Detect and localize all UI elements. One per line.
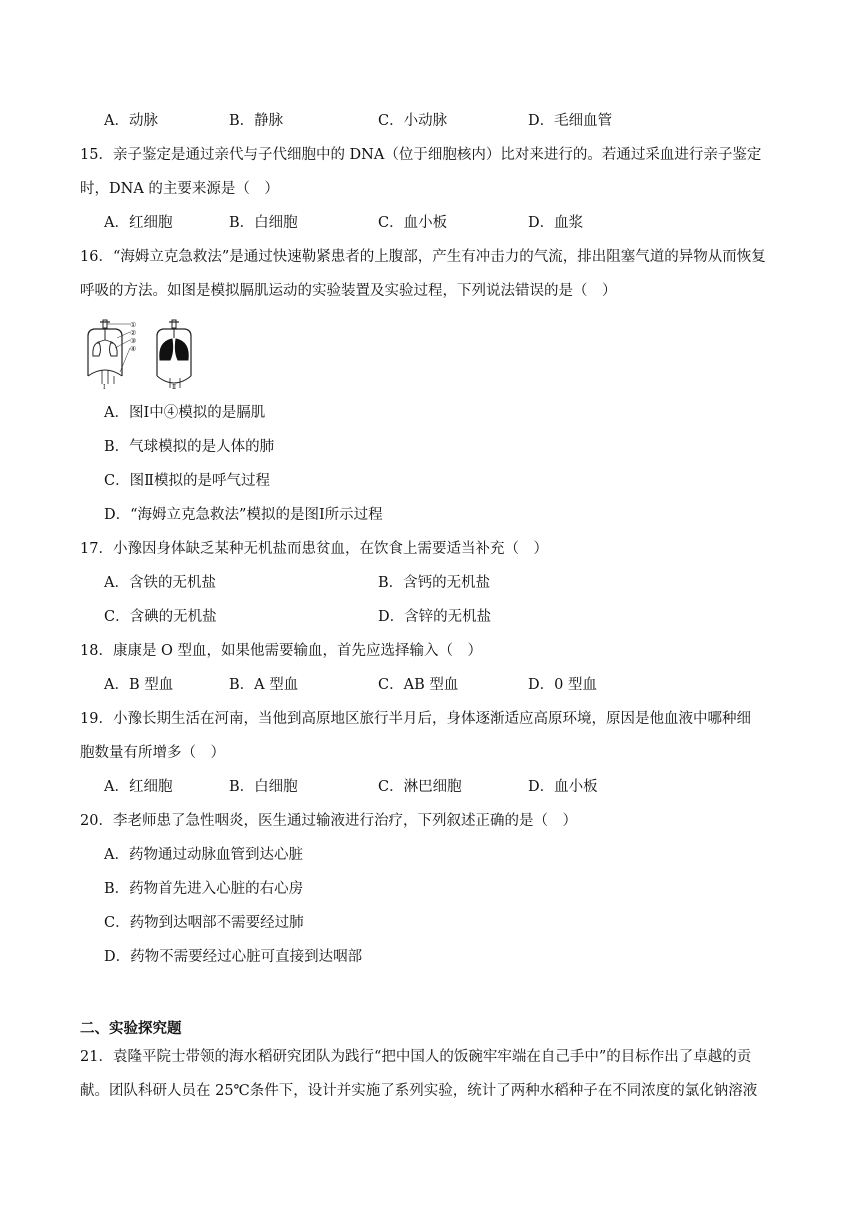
q19-option-d: D．血小板 xyxy=(528,779,598,795)
figure-label-4: ④ xyxy=(130,345,137,353)
q17-option-c: C．含碘的无机盐 xyxy=(104,609,217,625)
q14-option-b: B．静脉 xyxy=(229,113,284,129)
q18-option-a: A．B 型血 xyxy=(104,677,174,693)
q14-option-d: D．毛细血管 xyxy=(528,113,613,129)
section-heading: 二、实验探究题 xyxy=(80,1020,182,1037)
q19-stem-line1: 19．小豫长期生活在河南，当他到高原地区旅行半月后，身体逐渐适应高原环境，原因是他血液中哪种细 xyxy=(80,711,751,727)
q19-option-c: C．淋巴细胞 xyxy=(378,779,462,795)
q19-option-a: A．红细胞 xyxy=(104,779,173,795)
q21-stem-line1: 21．袁隆平院士带领的海水稻研究团队为践行“把中国人的饭碗牢牢端在自己手中”的目标作出了卓越的贡 xyxy=(80,1049,752,1065)
q18-option-c: C．AB 型血 xyxy=(378,677,459,693)
q20-option-b: B．药物首先进入心脏的右心房 xyxy=(104,881,304,897)
q17-option-a: A．含铁的无机盐 xyxy=(104,575,216,591)
q16-stem-line2: 呼吸的方法。如图是模拟膈肌运动的实验装置及实验过程，下列说法错误的是（ ） xyxy=(80,283,617,299)
q15-option-a: A．红细胞 xyxy=(104,215,173,231)
q21-stem-line2: 献。团队科研人员在 25℃条件下，设计并实施了系列实验，统计了两种水稻种子在不同浓度的氯化钠溶液 xyxy=(80,1083,758,1099)
q14-option-a: A．动脉 xyxy=(104,113,158,129)
figure-label-2: ② xyxy=(130,329,137,337)
figure-label-1: ① xyxy=(130,321,137,329)
q20-stem: 20．李老师患了急性咽炎，医生通过输液进行治疗，下列叙述正确的是（ ） xyxy=(80,813,577,829)
figure-label-i: Ⅰ xyxy=(103,384,106,390)
q17-stem: 17．小豫因身体缺乏某种无机盐而患贫血，在饮食上需要适当补充（ ） xyxy=(80,541,548,557)
q15-stem-line2: 时，DNA 的主要来源是（ ） xyxy=(80,181,279,197)
q18-stem: 18．康康是 O 型血，如果他需要输血，首先应选择输入（ ） xyxy=(80,643,483,659)
q16-option-c: C．图Ⅱ模拟的是呼气过程 xyxy=(104,473,270,489)
q16-stem-line1: 16．“海姆立克急救法”是通过快速勒紧患者的上腹部，产生有冲击力的气流，排出阻塞气道的异物从而恢复 xyxy=(80,249,766,265)
q14-option-c: C．小动脉 xyxy=(378,113,448,129)
q15-option-c: C．血小板 xyxy=(378,215,448,231)
q16-option-a: A．图Ⅰ中④模拟的是膈肌 xyxy=(104,405,266,421)
q18-option-b: B．A 型血 xyxy=(229,677,299,693)
q17-option-b: B．含钙的无机盐 xyxy=(378,575,491,591)
figure-two xyxy=(157,320,191,388)
q19-stem-line2: 胞数量有所增多（ ） xyxy=(80,745,225,761)
q15-stem-line1: 15．亲子鉴定是通过亲代与子代细胞中的 DNA（位于细胞核内）比对来进行的。若通过采血进行亲子鉴定 xyxy=(80,147,762,163)
q20-option-d: D．药物不需要经过心脏可直接到达咽部 xyxy=(104,949,363,965)
figure-label-ii: Ⅱ xyxy=(172,384,177,390)
figure-label-3: ③ xyxy=(130,337,137,345)
q20-option-a: A．药物通过动脉血管到达心脏 xyxy=(104,847,303,863)
q19-option-b: B．白细胞 xyxy=(229,779,298,795)
q16-option-d: D．“海姆立克急救法”模拟的是图Ⅰ所示过程 xyxy=(104,507,383,523)
q15-option-b: B．白细胞 xyxy=(229,215,298,231)
q18-option-d: D．0 型血 xyxy=(528,677,597,693)
diaphragm-model-figure xyxy=(84,318,204,390)
q15-option-d: D．血浆 xyxy=(528,215,584,231)
figure-one xyxy=(88,320,130,384)
q17-option-d: D．含锌的无机盐 xyxy=(378,609,492,625)
q20-option-c: C．药物到达咽部不需要经过肺 xyxy=(104,915,304,931)
q16-option-b: B．气球模拟的是人体的肺 xyxy=(104,439,275,455)
